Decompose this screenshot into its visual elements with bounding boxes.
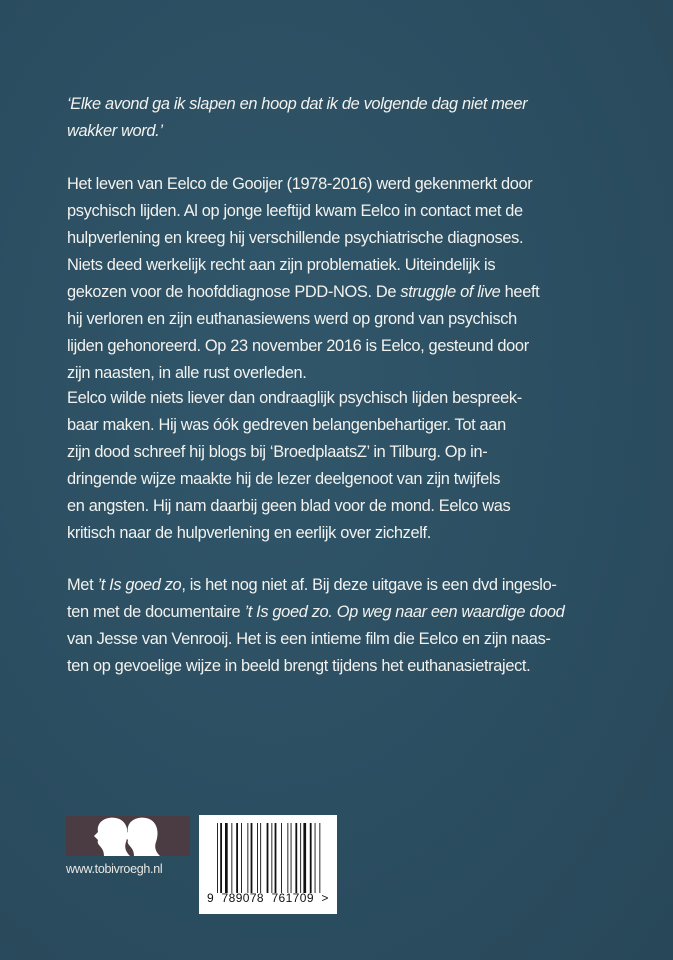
barcode-bar	[310, 823, 312, 893]
barcode-bar	[291, 823, 292, 893]
barcode-bar	[271, 823, 272, 893]
barcode-bar	[220, 823, 222, 893]
isbn-barcode	[199, 815, 337, 914]
text-segment: baar maken. Hij was óók gedreven belangenbehartiger. Tot aan	[67, 416, 506, 434]
text-line	[67, 412, 667, 439]
text-line	[67, 279, 667, 306]
two-heads-silhouette-icon	[66, 816, 190, 856]
barcode-bar	[247, 823, 248, 893]
text-segment: en angsten. Hij nam daarbij geen blad voor de mond. Eelco was	[67, 497, 511, 515]
barcode-bar	[267, 823, 269, 893]
text-segment: Het leven van Eelco de Gooijer (1978-2016) werd gekenmerkt door	[67, 175, 533, 193]
barcode-bar	[303, 823, 306, 893]
text-line	[67, 520, 667, 547]
text-line	[67, 466, 667, 493]
italic-text: ’t Is goed zo. Op weg naar een waardige dood	[244, 603, 565, 621]
barcode-bar	[251, 823, 253, 893]
barcode-bar	[236, 823, 238, 893]
text-segment: heeft	[500, 283, 540, 301]
text-segment: Eelco wilde niets liever dan ondraaglijk psychisch lijden bespreek-	[67, 389, 522, 407]
barcode-bar	[295, 823, 297, 893]
text-segment: Met	[67, 576, 98, 594]
barcode-bar	[260, 823, 261, 893]
opening-quote	[67, 91, 667, 145]
text-segment: gekozen voor de hoofddiagnose PDD-NOS. De	[67, 283, 401, 301]
text-line	[67, 653, 667, 680]
text-line	[67, 385, 667, 412]
text-line	[67, 333, 667, 360]
text-segment: hulpverlening en kreeg hij verschillende psychiatrische diagnoses.	[67, 229, 524, 247]
text-segment: , is het nog niet af. Bij deze uitgave is een dvd ingeslo-	[181, 576, 557, 594]
text-line	[67, 493, 667, 520]
text-segment: hij verloren en zijn euthanasiewens werd op grond van psychisch	[67, 310, 517, 328]
text-line	[67, 599, 667, 626]
italic-text: struggle of live	[400, 283, 501, 301]
text-line	[67, 360, 667, 387]
barcode-bars	[217, 823, 321, 893]
barcode-bar	[319, 823, 320, 893]
text-segment: dringende wijze maakte hij de lezer deelgenoot van zijn twijfels	[67, 470, 501, 488]
text-segment: zijn dood schreef hij blogs bij ‘BroedplaatsZ’ in Tilburg. Op in-	[67, 443, 488, 461]
isbn-number: 9 789078 761709 >	[207, 891, 329, 905]
text-segment: kritisch naar de hulpverlening en eerlijk over zichzelf.	[67, 524, 431, 542]
text-line	[67, 572, 667, 599]
barcode-bar	[225, 823, 228, 893]
text-line	[67, 252, 667, 279]
barcode-bar	[281, 823, 282, 893]
text-line	[67, 439, 667, 466]
publisher-url: www.tobivroegh.nl	[66, 862, 163, 876]
text-segment: ten op gevoelige wijze in beeld brengt tijdens het euthanasietraject.	[67, 657, 531, 675]
text-line	[67, 171, 667, 198]
text-line	[67, 118, 667, 145]
text-segment: ten met de documentaire	[67, 603, 245, 621]
barcode-bar	[241, 823, 242, 893]
barcode-bar	[315, 823, 316, 893]
publisher-logo	[66, 816, 190, 856]
italic-text: ’t Is goed zo	[97, 576, 182, 594]
text-segment: Niets deed werkelijk recht aan zijn problematiek. Uiteindelijk is	[67, 256, 496, 274]
paragraph-advocacy	[67, 385, 667, 547]
italic-text: wakker word.’	[67, 122, 163, 140]
barcode-bar	[231, 823, 232, 893]
text-line	[67, 91, 667, 118]
barcode-bar	[300, 823, 301, 893]
text-segment: van Jesse van Venrooij. Het is een intieme film die Eelco en zijn naas-	[67, 630, 551, 648]
barcode-bar	[217, 823, 218, 893]
paragraph-dvd	[67, 572, 667, 680]
barcode-bar	[275, 823, 277, 893]
paragraph-biography	[67, 171, 667, 387]
text-line	[67, 306, 667, 333]
barcode-bar	[257, 823, 258, 893]
italic-text: ‘Elke avond ga ik slapen en hoop dat ik de volgende dag niet meer	[67, 95, 528, 113]
text-line	[67, 198, 667, 225]
text-line	[67, 225, 667, 252]
text-segment: lijden gehonoreerd. Op 23 november 2016 is Eelco, gesteund door	[67, 337, 529, 355]
text-segment: zijn naasten, in alle rust overleden.	[67, 364, 307, 382]
barcode-bar	[287, 823, 288, 893]
text-line	[67, 626, 667, 653]
text-segment: psychisch lijden. Al op jonge leeftijd kwam Eelco in contact met de	[67, 202, 523, 220]
